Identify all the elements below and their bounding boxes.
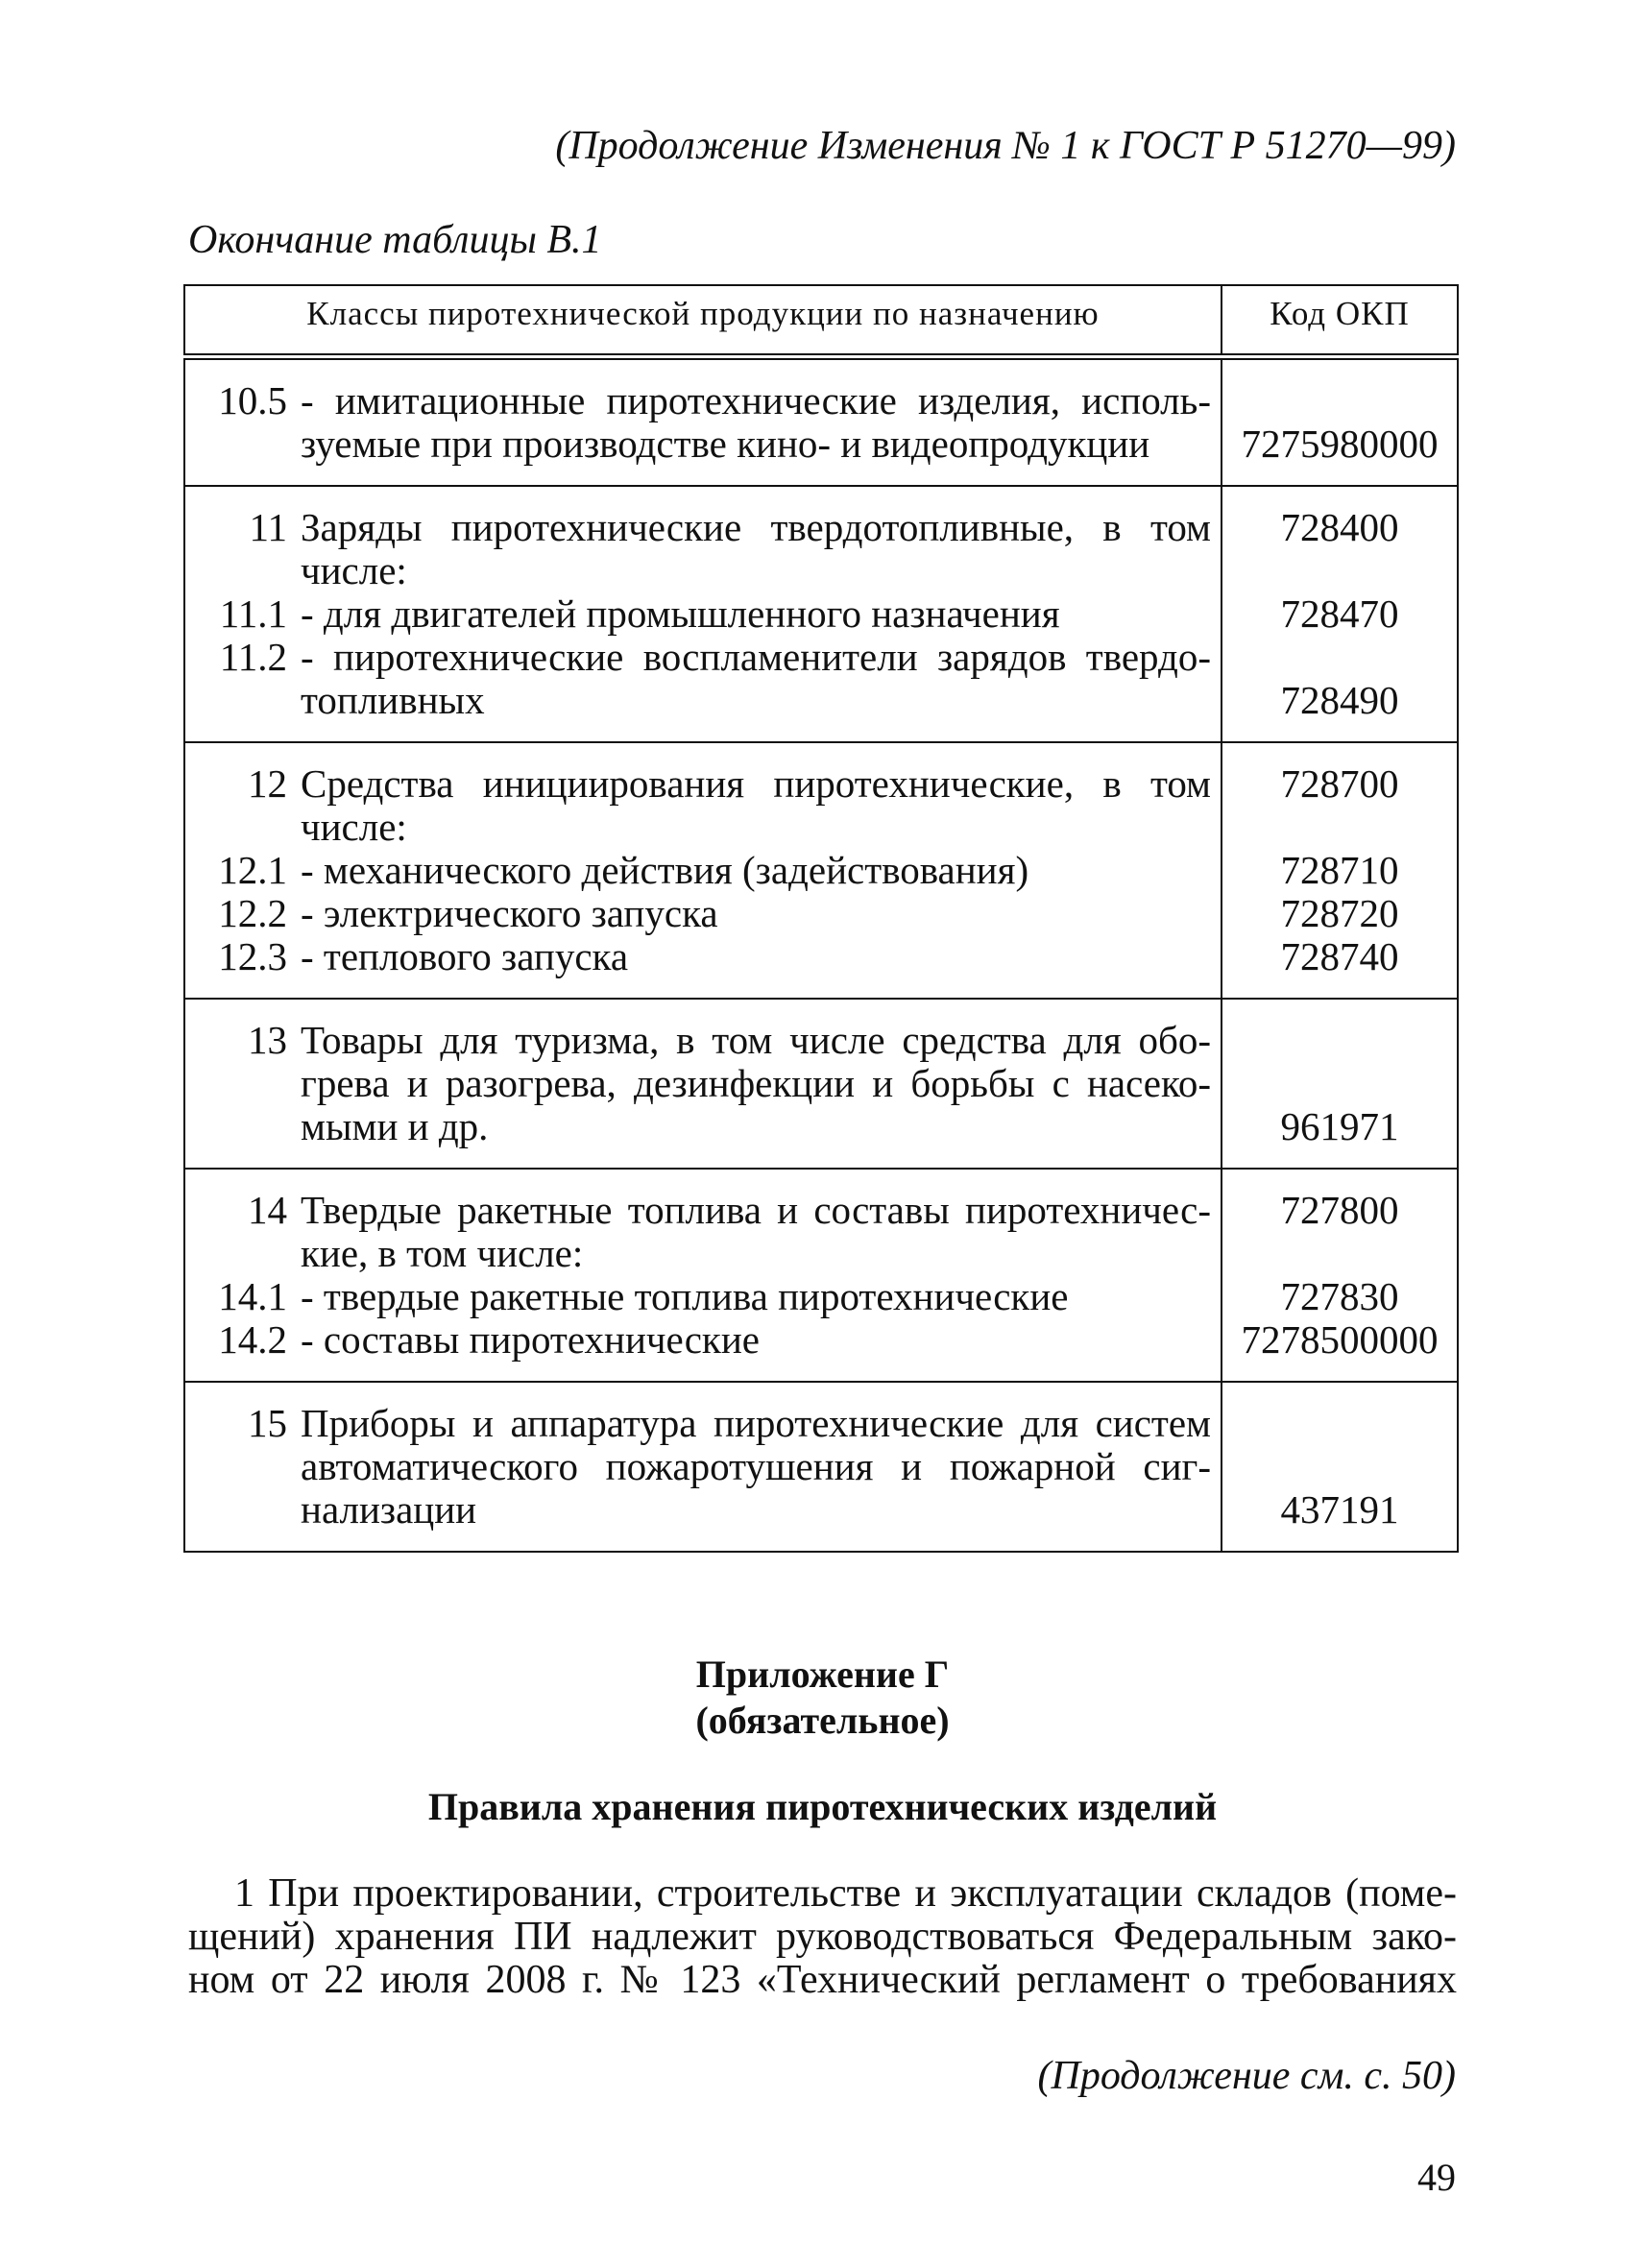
description-line [195,892,1211,935]
okp-code: 7278500000 [1241,1317,1439,1362]
description-line [195,1275,1211,1318]
class-text: числе: [301,548,407,592]
table-row [184,999,1458,1169]
class-number [195,1062,301,1105]
class-text: мыми и др. [301,1104,489,1148]
okp-code: 728710 [1280,848,1399,892]
description-line [195,1105,1211,1148]
okp-code: 728700 [1280,761,1399,806]
description-line [195,549,1211,592]
continuation-note: (Продолжение см. с. 50) [1037,2054,1456,2098]
section-heading: Правила хранения пиротехнических изделий [427,1785,1218,1828]
class-text: - механического действия (задействования) [301,848,1029,892]
class-text: числе: [301,805,407,849]
class-number [195,549,301,592]
class-text: нализации [301,1487,477,1532]
class-number: 11 [249,505,287,549]
class-text: - твердые ракетные топлива пиротехнические [301,1274,1069,1318]
okp-code: 728740 [1280,934,1399,978]
description-line [195,1019,1211,1062]
class-text: автоматического пожаротушения и пожарной сиг- [301,1444,1211,1488]
class-number: 11.1 [219,591,287,636]
class-number [195,1445,301,1488]
class-number [195,806,301,849]
description-line [195,636,1211,679]
okp-code-cell [1222,1169,1458,1382]
class-number [195,1232,301,1275]
description-line [195,679,1211,722]
description-line [195,1402,1211,1445]
class-number: 14.2 [218,1317,287,1362]
class-text: - составы пиротехнические [301,1317,760,1362]
description-line [195,1318,1211,1362]
description-line [195,849,1211,892]
class-text: кие, в том числе: [301,1231,584,1275]
class-text: Заряды пиротехнические твердотопливные, в том [301,505,1211,549]
description-line [195,1488,1211,1532]
class-text: топливных [301,678,485,722]
table-header-row [184,285,1458,357]
class-description-cell [184,1169,1222,1382]
running-header: (Продолжение Изменения № 1 к ГОСТ Р 51270—99) [555,124,1456,168]
description-line [195,422,1211,466]
table-row [184,357,1458,487]
paragraph-line: щений) хранения ПИ надлежит руководствоваться Федеральным зако- [188,1915,1457,1959]
okp-code [1232,1445,1447,1488]
okp-code [1232,1402,1447,1445]
description-line [195,935,1211,978]
class-text: Товары для туризма, в том числе средства для обо- [301,1018,1211,1062]
okp-code: 727800 [1280,1188,1399,1232]
body-paragraph [188,1872,1457,2002]
class-number [195,422,301,466]
okp-code [1232,1019,1447,1062]
class-text: Твердые ракетные топлива и составы пиротехничес- [301,1188,1211,1232]
class-number [195,679,301,722]
description-line [195,1062,1211,1105]
class-text: грева и разогрева, дезинфекции и борьбы с насеко- [301,1061,1211,1105]
class-number: 12.2 [218,891,287,935]
class-text: - теплового запуска [301,934,629,978]
class-number: 10.5 [218,378,287,422]
class-number [195,1105,301,1148]
description-line [195,762,1211,806]
description-line [195,1189,1211,1232]
class-text: Средства инициирования пиротехнические, в том [301,761,1211,806]
okp-code: 728490 [1280,678,1399,722]
column-header-okp-code: Код ОКП [1222,285,1458,357]
class-number [195,1488,301,1532]
class-description-cell [184,999,1222,1169]
okp-code-cell [1222,1382,1458,1552]
table-body [184,357,1458,1553]
okp-code: 7275980000 [1241,422,1439,466]
okp-code [1232,806,1447,849]
okp-code: 437191 [1280,1487,1399,1532]
okp-code-cell [1222,486,1458,742]
appendix-title: Приложение Г [695,1653,950,1696]
class-description-cell [184,357,1222,487]
class-number: 12.1 [218,848,287,892]
class-number: 14.1 [218,1274,287,1318]
class-description-cell [184,486,1222,742]
class-description-cell [184,742,1222,999]
okp-code: 728470 [1280,591,1399,636]
class-description-cell [184,1382,1222,1552]
column-header-classes: Классы пиротехнической продукции по назначению [184,285,1222,357]
okp-code [1232,1062,1447,1105]
description-line [195,1445,1211,1488]
class-number: 15 [248,1401,287,1445]
okp-code: 727830 [1280,1274,1399,1318]
class-number: 12.3 [218,934,287,978]
class-text: - электрического запуска [301,891,718,935]
okp-code [1232,379,1447,422]
okp-code: 728720 [1280,891,1399,935]
okp-table [183,284,1459,1553]
table-caption: Окончание таблицы В.1 [188,218,602,262]
description-line [195,506,1211,549]
class-number: 12 [248,761,287,806]
table-row [184,742,1458,999]
description-line [195,592,1211,636]
okp-code-cell [1222,357,1458,487]
okp-code-cell [1222,999,1458,1169]
class-text: - имитационные пиротехнические изделия, исполь- [301,378,1211,422]
class-number: 14 [248,1188,287,1232]
okp-code: 728400 [1280,505,1399,549]
okp-code [1232,636,1447,679]
description-line [195,379,1211,422]
class-text: - пиротехнические воспламенители зарядов твердо- [301,635,1211,679]
okp-code [1232,549,1447,592]
class-number: 13 [248,1018,287,1062]
description-line [195,806,1211,849]
class-text: зуемые при производстве кино- и видеопродукции [301,422,1150,466]
class-number: 11.2 [219,635,287,679]
table-row [184,1382,1458,1552]
page-number: 49 [1417,2156,1456,2199]
table-row [184,486,1458,742]
okp-code [1232,1232,1447,1275]
class-text: - для двигателей промышленного назначения [301,591,1060,636]
description-line [195,1232,1211,1275]
appendix-subtitle: (обязательное) [695,1699,950,1742]
paragraph-line: 1 При проектировании, строительстве и эксплуатации складов (поме- [234,1871,1457,1916]
okp-code: 961971 [1280,1104,1399,1148]
class-text: Приборы и аппаратура пиротехнические для систем [301,1401,1211,1445]
okp-code-cell [1222,742,1458,999]
table-row [184,1169,1458,1382]
paragraph-line: ном от 22 июля 2008 г. № 123 «Технический регламент о требованиях [188,1958,1457,2002]
